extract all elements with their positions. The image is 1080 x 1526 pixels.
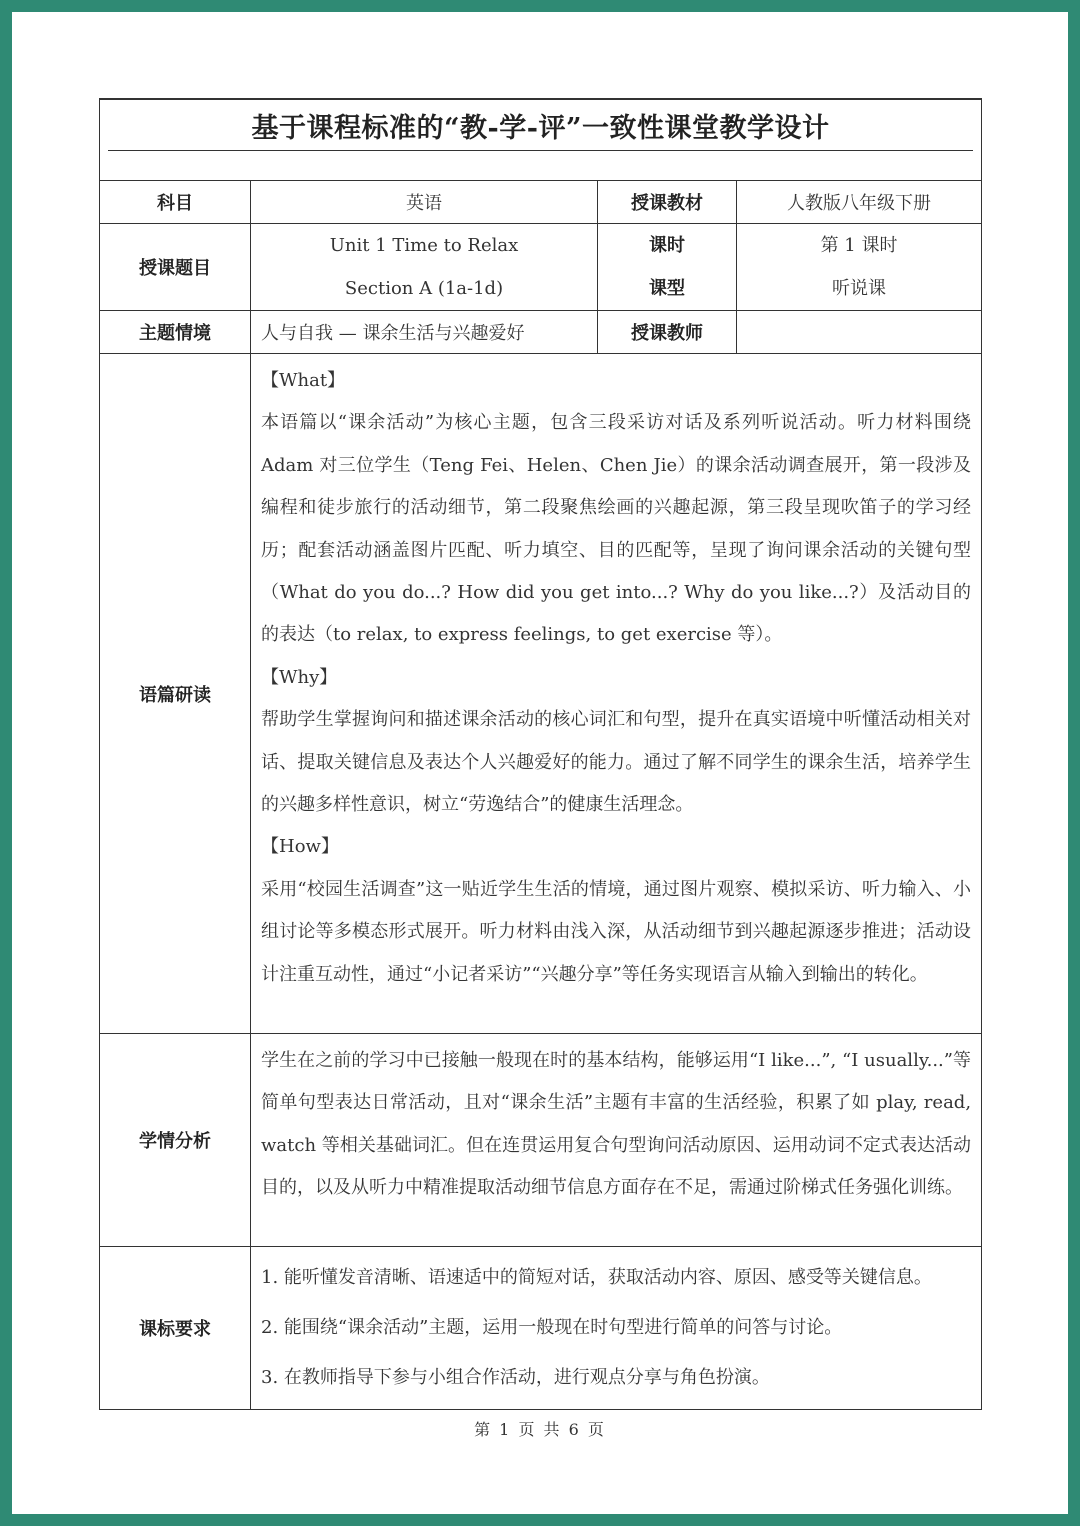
subject-value: 英语 <box>251 181 598 224</box>
what-heading: 【What】 <box>261 370 346 391</box>
type-value: 听说课 <box>832 278 887 299</box>
textbook-label: 授课教材 <box>598 181 737 224</box>
type-label: 课型 <box>649 278 685 299</box>
standard-item: 1. 能听懂发音清晰、语速适中的简短对话，获取活动内容、原因、感受等关键信息。 <box>261 1267 932 1288</box>
topic-unit: Unit 1 Time to Relax <box>329 235 519 256</box>
reading-analysis-content <box>251 354 982 1034</box>
period-value: 第 1 课时 <box>820 235 898 256</box>
document-title: 基于课程标准的“教-学-评”一致性课堂教学设计 <box>251 113 830 144</box>
topic-label: 授课题目 <box>100 224 251 311</box>
topic-value <box>251 224 598 311</box>
why-heading: 【Why】 <box>261 666 338 688</box>
how-heading: 【How】 <box>261 836 339 858</box>
textbook-value: 人教版八年级下册 <box>737 181 982 224</box>
subject-label: 科目 <box>100 181 251 224</box>
reading-analysis-label: 语篇研读 <box>100 354 251 1034</box>
curriculum-standards-content <box>251 1247 982 1410</box>
curriculum-standards-label: 课标要求 <box>100 1247 251 1410</box>
lesson-plan-table <box>99 98 982 1410</box>
theme-value: 人与自我 — 课余生活与兴趣爱好 <box>251 311 598 354</box>
learner-analysis-content <box>251 1034 982 1247</box>
topic-section: Section A (1a-1d) <box>344 278 504 299</box>
teacher-label: 授课教师 <box>598 311 737 354</box>
theme-label: 主题情境 <box>100 311 251 354</box>
what-text: 本语篇以“课余活动”为核心主题，包含三段采访对话及系列听说活动。听力材料围绕Adam 对三位学生（Teng Fei、Helen、Chen Jie）的课余活动调查展开，第一段涉及编程和徒步旅行的活动细节，第二段聚焦绘画的兴趣起源，第三段呈现吹笛子的学习经历；配套活动涵盖图片匹配、听力填空、目的匹配等，呈现了询问课余活动的关键句型（What do you do...? How did you get into...? Why do you like...?）及活动目的的表达（to relax, to express feelings, to get exercise 等）。 <box>261 412 972 646</box>
title-row <box>100 99 982 181</box>
teacher-value <box>737 311 982 354</box>
page-number-footer: 第 1 页 共 6 页 <box>474 1420 606 1439</box>
lesson-design-document <box>99 98 981 1410</box>
period-label: 课时 <box>649 235 685 256</box>
standard-item: 3. 在教师指导下参与小组合作活动，进行观点分享与角色扮演。 <box>261 1367 770 1388</box>
period-type-labels <box>598 224 737 311</box>
title-underline <box>108 150 973 151</box>
document-page <box>12 12 1068 1514</box>
standard-item: 2. 能围绕“课余活动”主题，运用一般现在时句型进行简单的问答与讨论。 <box>261 1317 843 1338</box>
how-text: 采用“校园生活调查”这一贴近学生生活的情境，通过图片观察、模拟采访、听力输入、小组讨论等多模态形式展开。听力材料由浅入深，从活动细节到兴趣起源逐步推进；活动设计注重互动性，通过“小记者采访”“兴趣分享”等任务实现语言从输入到输出的转化。 <box>261 878 972 985</box>
period-type-values <box>737 224 982 311</box>
learner-analysis-label: 学情分析 <box>100 1034 251 1247</box>
learner-analysis-text: 学生在之前的学习中已接触一般现在时的基本结构，能够运用“I like...”, “I usually...”等简单句型表达日常活动，且对“课余生活”主题有丰富的生活经验，积累了如 play, read, watch 等相关基础词汇。但在连贯运用复合句型询问活动原因、运用动词不定式表达活动目的，以及从听力中精准提取活动细节信息方面存在不足，需通过阶梯式任务强化训练。 <box>261 1050 972 1199</box>
why-text: 帮助学生掌握询问和描述课余活动的核心词汇和句型，提升在真实语境中听懂活动相关对话、提取关键信息及表达个人兴趣爱好的能力。通过了解不同学生的课余生活，培养学生的兴趣多样性意识，树立“劳逸结合”的健康生活理念。 <box>261 709 972 816</box>
